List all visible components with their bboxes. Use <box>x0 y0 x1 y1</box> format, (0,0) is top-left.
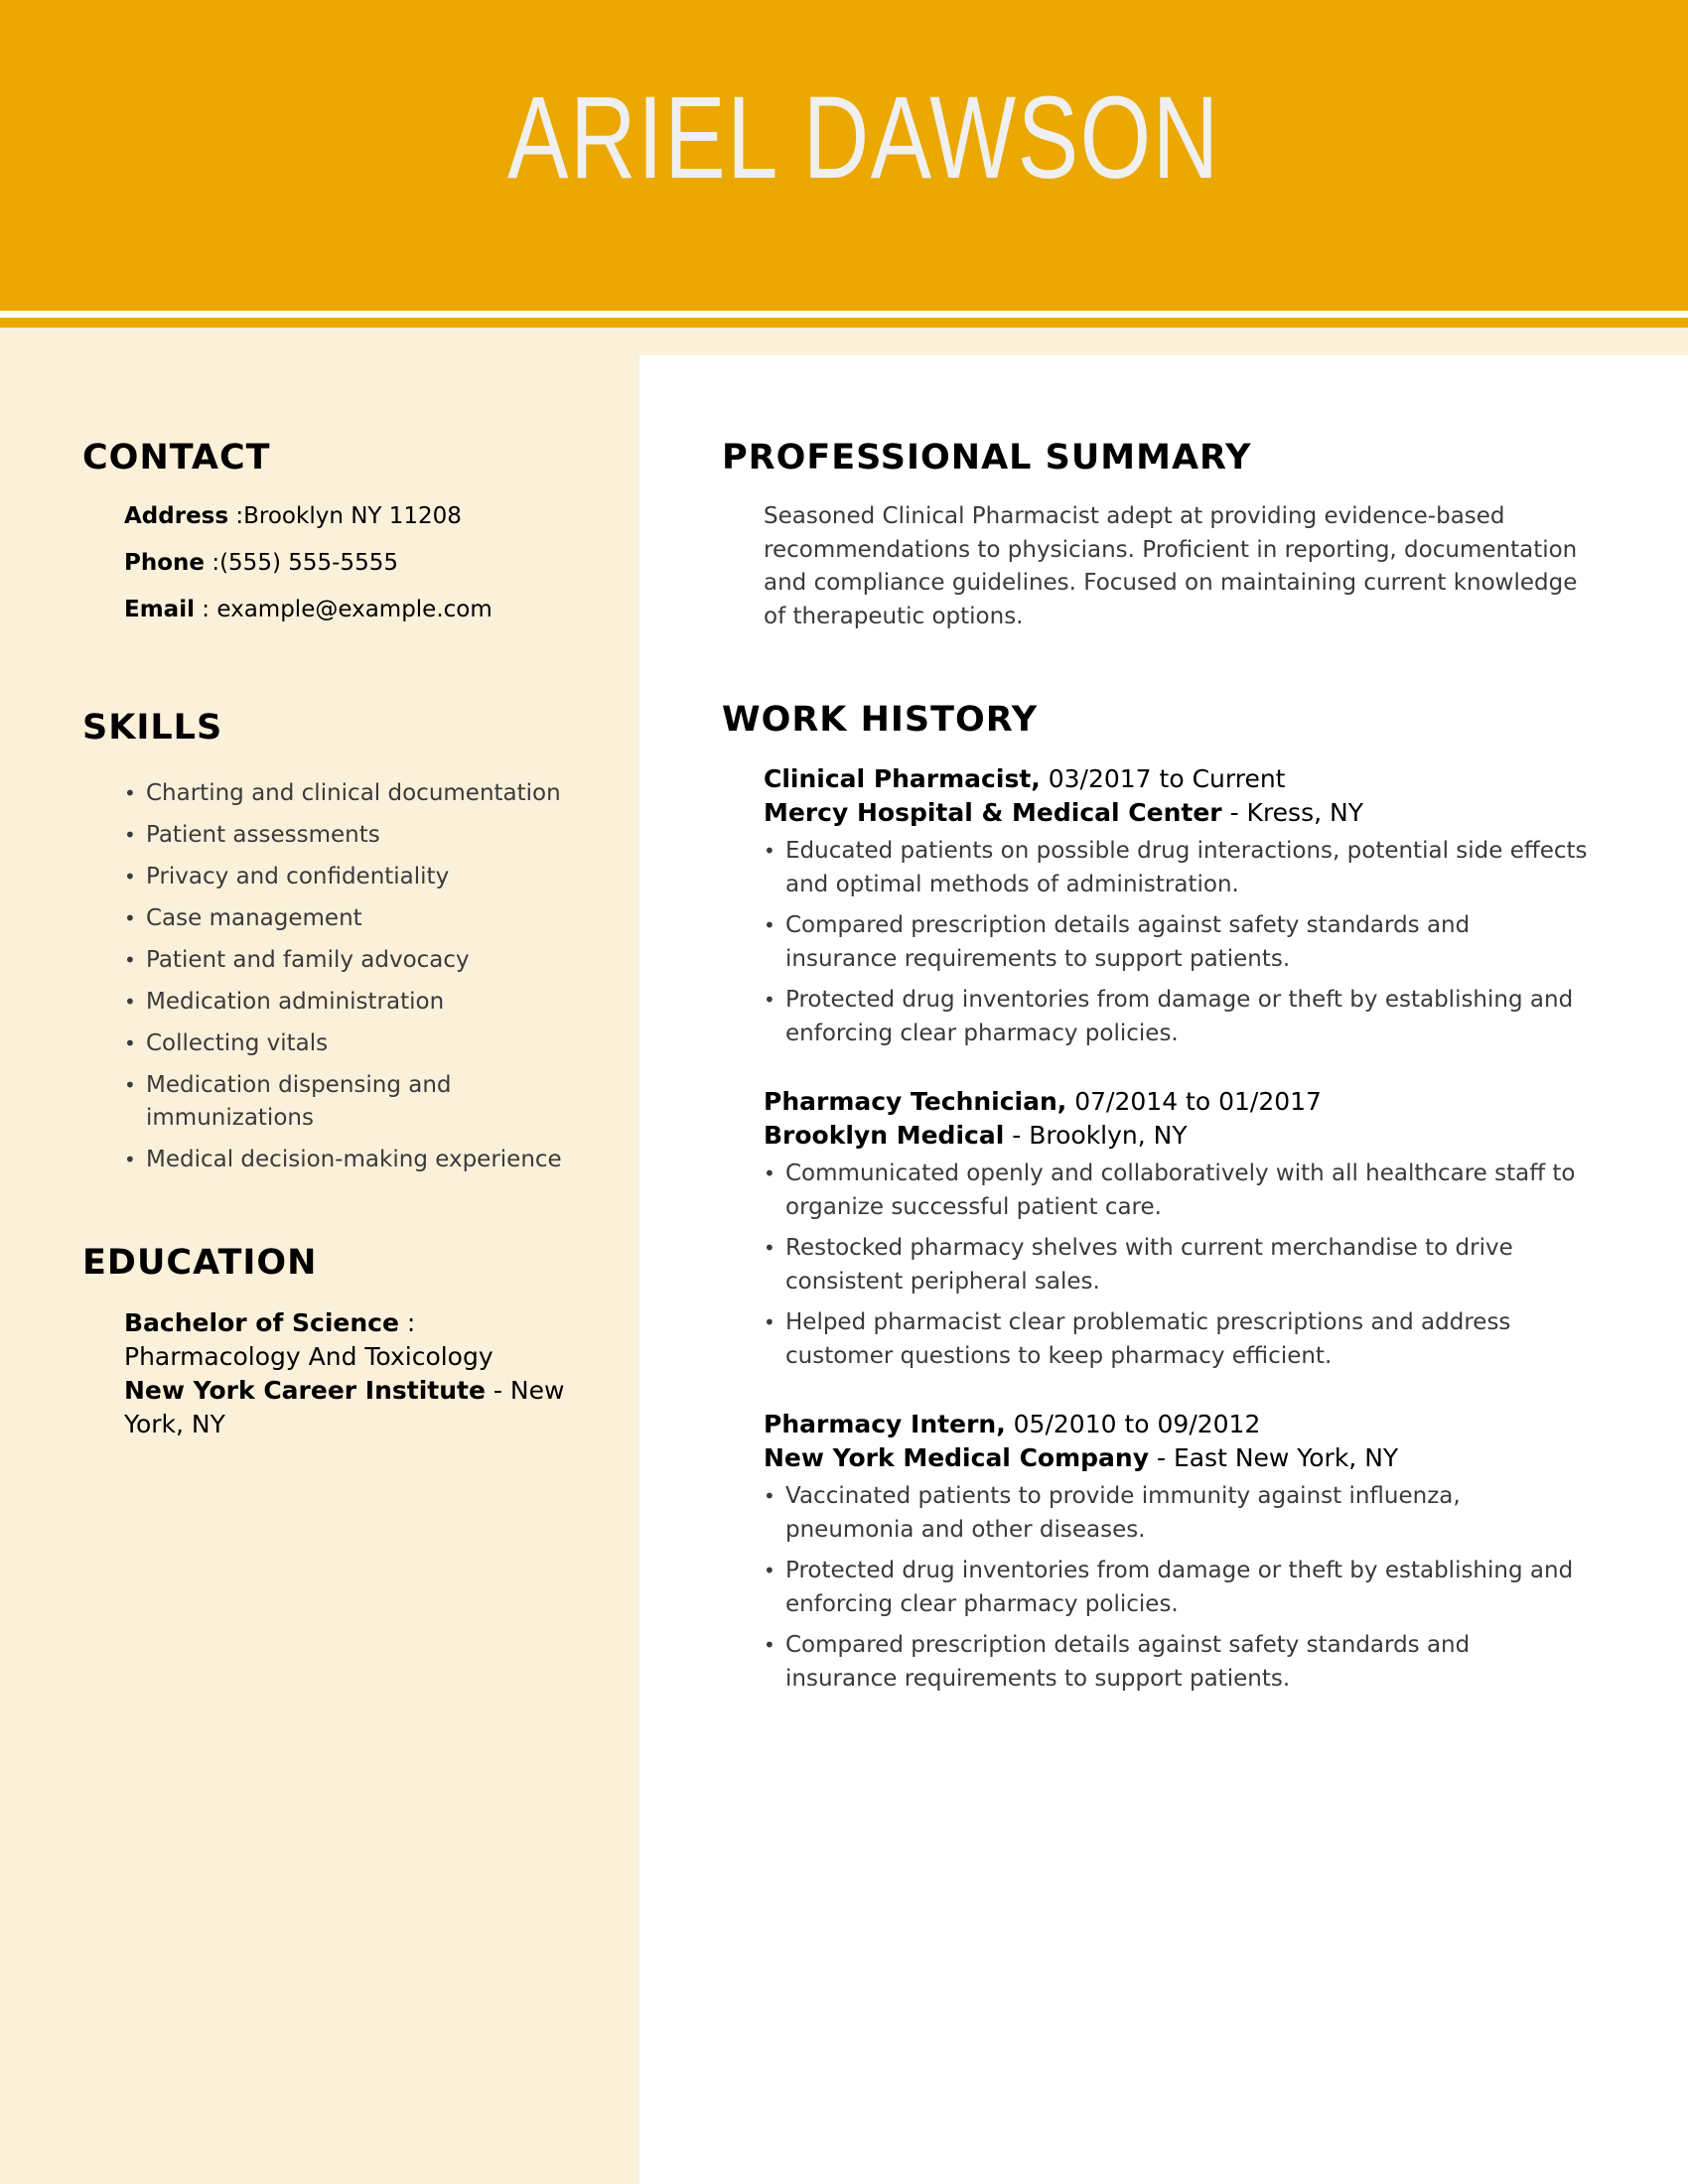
skills-list <box>124 777 571 1185</box>
skill-item: • Collecting vitals <box>124 1027 571 1060</box>
summary-heading: PROFESSIONAL SUMMARY <box>722 438 1252 478</box>
skill-item: • Medication dispensing and immunizations <box>124 1069 571 1135</box>
work-history-heading: WORK HISTORY <box>722 700 1039 740</box>
phone-label: Phone <box>124 550 206 576</box>
school-name: New York Career Institute <box>124 1376 486 1405</box>
job-bullets <box>764 835 1588 1050</box>
field-of-study: Pharmacology And Toxicology <box>124 1342 493 1371</box>
job-company: Mercy Hospital & Medical Center <box>764 798 1222 827</box>
address-label: Address <box>124 503 229 529</box>
job-entry: Pharmacy Intern, 05/2010 to 09/2012 New York Medical Company - East New York, NY • Vaccinated patients to provide immunity against influenza, pneumonia and other diseases. • Protected drug inventories from damage or theft by establishing and enforcing clear pharmacy policies. • Compared prescription details against safety standards and insurance requirements to support patients. <box>764 1408 1588 1704</box>
job-bullet: • Helped pharmacist clear problematic prescriptions and address customer questions to keep pharmacy efficient. <box>764 1306 1588 1373</box>
job-bullet: • Compared prescription details against safety standards and insurance requirements to support patients. <box>764 1629 1588 1696</box>
contact-address <box>124 503 462 529</box>
job-dates: 07/2014 to 01/2017 <box>1074 1087 1322 1116</box>
contact-email <box>124 597 492 622</box>
job-bullet: • Protected drug inventories from damage or theft by establishing and enforcing clear pharmacy policies. <box>764 1555 1588 1621</box>
job-bullet: • Protected drug inventories from damage or theft by establishing and enforcing clear pharmacy policies. <box>764 984 1588 1050</box>
education-entry: Bachelor of Science : Pharmacology And Toxicology New York Career Institute - New York, NY <box>124 1308 565 1438</box>
phone-separator: : <box>211 550 220 576</box>
header-stripe <box>0 318 1688 328</box>
address-value: Brooklyn NY 11208 <box>243 503 462 529</box>
skill-item: • Patient assessments <box>124 819 571 852</box>
degree: Bachelor of Science <box>124 1308 399 1337</box>
contact-phone <box>124 550 398 576</box>
skill-item: • Medical decision-making experience <box>124 1144 571 1176</box>
skill-item: • Charting and clinical documentation <box>124 777 571 810</box>
job-location: Kress, NY <box>1246 798 1363 827</box>
job-dates: 03/2017 to Current <box>1048 764 1286 793</box>
phone-value: (555) 555-5555 <box>219 550 398 576</box>
job-bullet: • Restocked pharmacy shelves with current merchandise to drive consistent peripheral sales. <box>764 1232 1588 1298</box>
job-title: Pharmacy Intern, <box>764 1410 1006 1438</box>
candidate-name: ARIEL DAWSON <box>507 72 1220 204</box>
job-bullet: • Compared prescription details against safety standards and insurance requirements to support patients. <box>764 909 1588 976</box>
skills-heading: SKILLS <box>82 708 223 748</box>
skill-item: • Medication administration <box>124 986 571 1019</box>
job-company: New York Medical Company <box>764 1443 1150 1472</box>
job-location: Brooklyn, NY <box>1029 1121 1188 1150</box>
education-heading: EDUCATION <box>82 1243 318 1283</box>
job-bullet: • Educated patients on possible drug interactions, potential side effects and optimal methods of administration. <box>764 835 1588 901</box>
job-bullets <box>764 1480 1588 1696</box>
job-dates: 05/2010 to 09/2012 <box>1013 1410 1261 1438</box>
skill-item: • Case management <box>124 902 571 935</box>
email-value: example@example.com <box>216 597 492 622</box>
email-label: Email <box>124 597 195 622</box>
header-divider-gap <box>0 311 1688 318</box>
skill-item: • Privacy and confidentiality <box>124 861 571 893</box>
job-bullet: • Communicated openly and collaboratively with all healthcare staff to organize successful patient care. <box>764 1158 1588 1224</box>
job-title: Clinical Pharmacist, <box>764 764 1041 793</box>
job-bullet: • Vaccinated patients to provide immunity against influenza, pneumonia and other diseases. <box>764 1480 1588 1547</box>
job-entry: Clinical Pharmacist, 03/2017 to Current Mercy Hospital & Medical Center - Kress, NY • Educated patients on possible drug interactions, potential side effects and optimal methods of administration. • Compared prescription details against safety standards and insurance requirements to support patients. • Protected drug inventories from damage or theft by establishing and enforcing clear pharmacy policies. <box>764 762 1588 1058</box>
top-band <box>639 328 1688 355</box>
job-company: Brooklyn Medical <box>764 1121 1005 1150</box>
skill-item: • Patient and family advocacy <box>124 944 571 977</box>
address-separator: : <box>235 503 244 529</box>
job-location: East New York, NY <box>1173 1443 1399 1472</box>
job-entry: Pharmacy Technician, 07/2014 to 01/2017 Brooklyn Medical - Brooklyn, NY • Communicated openly and collaboratively with all healthcare staff to organize successful patient care. • Restocked pharmacy shelves with current merchandise to drive consistent peripheral sales. • Helped pharmacist clear problematic prescriptions and address customer questions to keep pharmacy efficient. <box>764 1085 1588 1381</box>
summary-text: Seasoned Clinical Pharmacist adept at providing evidence-based recommendations to physicians. Proficient in reporting, documentation and compliance guidelines. Focused on maintaining current knowledge of therapeutic options. <box>764 503 1578 629</box>
email-separator: : <box>202 597 211 622</box>
job-title: Pharmacy Technician, <box>764 1087 1067 1116</box>
job-bullets <box>764 1158 1588 1373</box>
contact-heading: CONTACT <box>82 438 271 478</box>
school-location: New York, NY <box>124 1376 565 1438</box>
